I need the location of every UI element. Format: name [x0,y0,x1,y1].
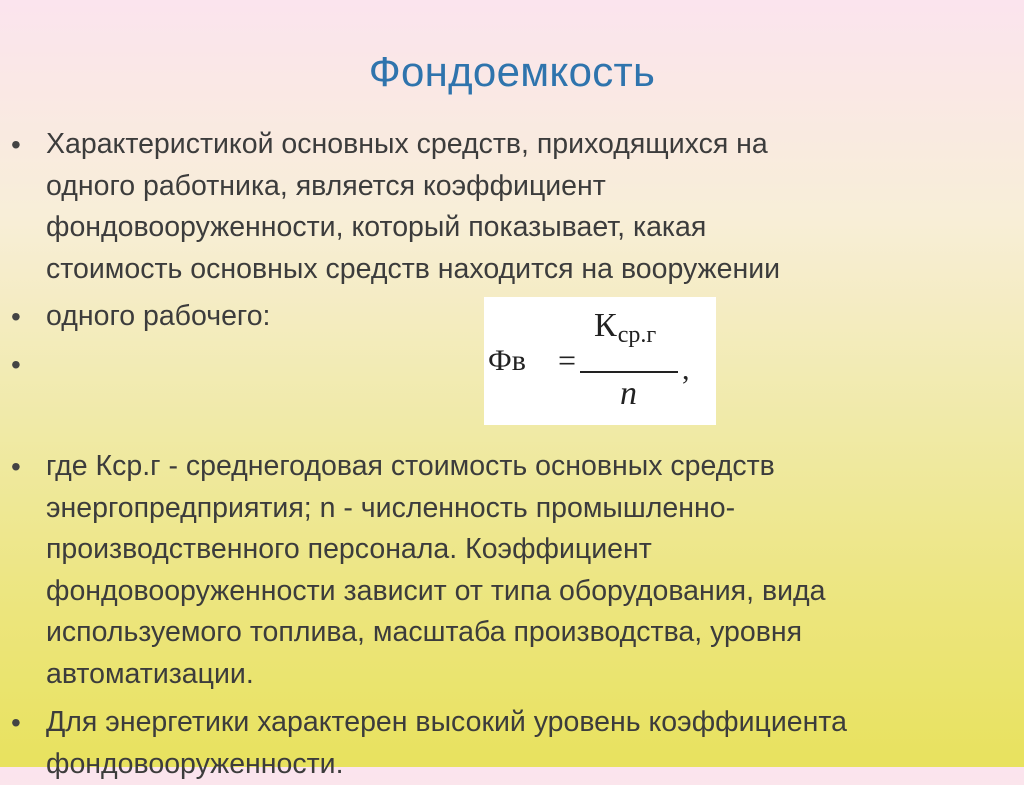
bullet-line: Для энергетики характерен высокий уровень коэффициента [46,702,1006,744]
bullet-marker: • [11,702,21,743]
bullet-text [46,124,1006,290]
formula-denominator: n [620,375,637,413]
slide-title: Фондоемкость [0,46,1024,98]
bullet-line: одного рабочего: [46,296,1006,338]
bullet-text [46,702,1006,785]
bullet-marker: • [11,296,21,337]
bullet-line: одного работника, является коэффициент [46,166,1006,208]
bullet-marker: • [11,446,21,487]
bullet-marker: • [11,344,21,385]
formula-numerator-subscript: ср.г [618,322,657,348]
bullet-line: фондовооруженности, который показывает, какая [46,207,1006,249]
bullet-line: фондовооруженности зависит от типа оборудования, вида [46,571,1006,613]
bullet-line: используемого топлива, масштаба производства, уровня [46,612,1006,654]
fraction-bar [580,371,678,373]
bullet-line: фондовооруженности. [46,744,1006,785]
bullet-line: производственного персонала. Коэффициент [46,529,1006,571]
bullet-marker: • [11,124,21,165]
bullet-line: стоимость основных средств находится на вооружении [46,249,1006,291]
bullet-line: автоматизации. [46,654,1006,696]
formula-image [484,297,716,425]
bullet-line: где Кср.г - среднегодовая стоимость основных средств [46,446,1006,488]
formula-equals-sign: = [558,342,576,379]
formula-numerator-symbol: К [594,307,617,344]
bullet-text [46,446,1006,695]
formula-numerator [594,307,656,345]
bullet-line: энергопредприятия; n - численность промышленно- [46,488,1006,530]
formula-lhs: Фв [488,344,526,378]
bullet-line: Характеристикой основных средств, приходящихся на [46,124,1006,166]
formula-trailing-comma: , [682,353,690,387]
